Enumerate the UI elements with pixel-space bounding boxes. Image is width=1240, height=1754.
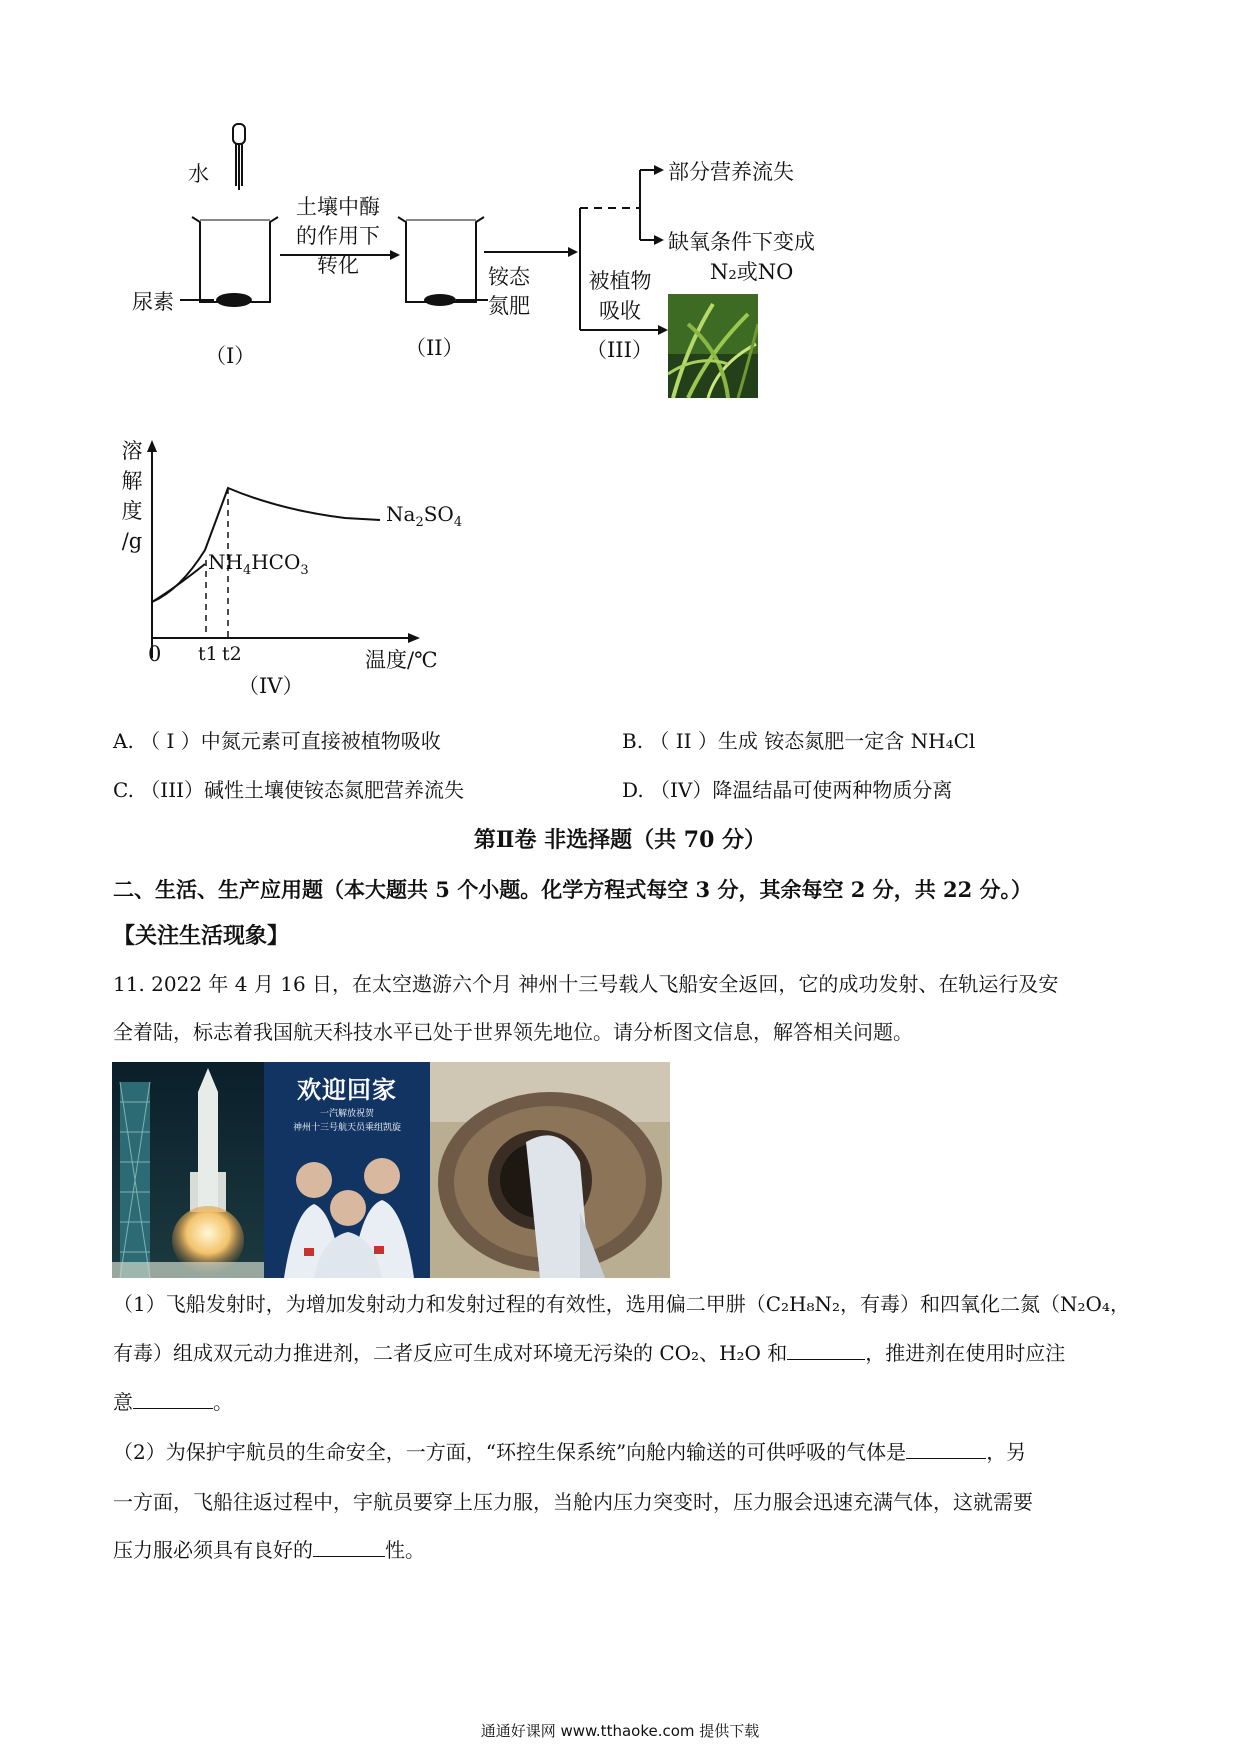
poster-subtitle-1: 一汽解放祝贺 [319,1109,374,1119]
answer-blank-1[interactable] [787,1339,865,1360]
ammonium-fertilizer-label: 铵态 氮肥 [488,265,530,318]
x-axis-label: 温度/℃ [365,648,438,672]
tick-label-t2: t2 [222,643,242,665]
q11-line-2: 全着陆，标志着我国航天科技水平已处于世界领先地位。请分析图文信息，解答相关问题。 [113,1020,913,1044]
nutrient-loss-label: 部分营养流失 [668,160,794,184]
label-I: （I） [205,344,256,368]
q11-line-1: 11. 2022 年 4 月 16 日，在太空遨游六个月 神州十三号载人飞船安全返回，它的成功发射、在轨运行及安 [113,972,1059,996]
section-title: 第Ⅱ卷 非选择题（共 70 分） [473,827,767,853]
label-II: （II） [405,336,464,360]
x-axis-arrow [408,633,420,643]
label-III: （III） [586,338,653,362]
enzyme-step-label: 土壤中酶 的作用下 转化 [296,195,380,277]
option-d: D. （IV）降温结晶可使两种物质分离 [622,778,953,802]
section-heading: 二、生活、生产应用题（本大题共 5 个小题。化学方程式每空 3 分，其余每空 2 分，共 22 分。） [113,877,1033,902]
urea-label: 尿素 [132,290,174,314]
welcome-home-poster [264,1062,430,1278]
return-capsule-photo [430,1062,670,1278]
rocket-launch-photo [112,1062,264,1278]
grass-icon [668,294,758,398]
y-axis-label: 溶 解 度 /g [121,439,143,553]
urea-sample [216,293,252,307]
answer-blank-4[interactable] [313,1536,385,1557]
chart-caption-IV: （IV） [238,674,304,698]
ammonium-sample [424,294,456,306]
answer-blank-3[interactable] [906,1438,986,1459]
q11-part2-line-1: （2）为保护宇航员的生命安全，一方面，“环控生保系统”向舱内输送的可供呼吸的气体是 ，另 [113,1440,1027,1464]
tick-label-t1: t1 [198,643,218,665]
anoxic-label: 缺氧条件下变成 [668,230,815,254]
q11-part2-line-2: 一方面，飞船往返过程中，宇航员要穿上压力服，当舱内压力突变时，压力服会迅速充满气体，这就需要 [113,1490,1033,1514]
option-c: C. （III）碱性土壤使铵态氮肥营养流失 [113,778,465,802]
beaker-II-icon [398,217,484,302]
series-label-nh4hco3: $NH_4HCO_3$ [208,550,309,578]
section-subheading: 【关注生活现象】 [113,923,290,949]
water-label: 水 [188,162,209,186]
rocket-launch-image [112,1062,264,1278]
q11-part2-line-3: 压力服必须具有良好的 性。 [113,1538,425,1562]
plant-photo [668,294,758,398]
q11-part1-line-2: 有毒）组成双元动力推进剂，二者反应可生成对环境无污染的 CO₂、H₂O 和 ，推进剂在使用时应注 [113,1341,1066,1365]
page-footer: 通通好课网 www.tthaoke.com 提供下载 [480,1722,760,1740]
plant-absorb-label: 被植物 吸收 [588,269,652,323]
dropper-icon [233,124,245,190]
origin-label: 0 [148,642,162,666]
answer-blank-2[interactable] [133,1388,213,1409]
y-axis-arrow [147,440,157,452]
poster-title: 欢迎回家 [297,1076,397,1104]
poster-subtitle-2: 神州十三号航天员乘组凯旋 [292,1123,401,1133]
anoxic-products-label: N₂或NO [710,260,794,284]
series-label-na2so4: $Na_2SO_4$ [386,502,463,530]
q11-part1-line-1: （1）飞船发射时，为增加发射动力和发射过程的有效性，选用偏二甲肼（C₂H₈N₂，有毒）和四氧化二氮（N₂O₄， [113,1292,1130,1316]
q11-part1-line-3: 意 。 [113,1390,233,1414]
option-a: A. （ I ）中氮元素可直接被植物吸收 [113,729,441,753]
capsule-image [430,1062,670,1278]
option-b: B. （ II ）生成 铵态氮肥一定含 NH₄Cl [622,729,976,753]
beaker-I-icon [192,217,278,302]
